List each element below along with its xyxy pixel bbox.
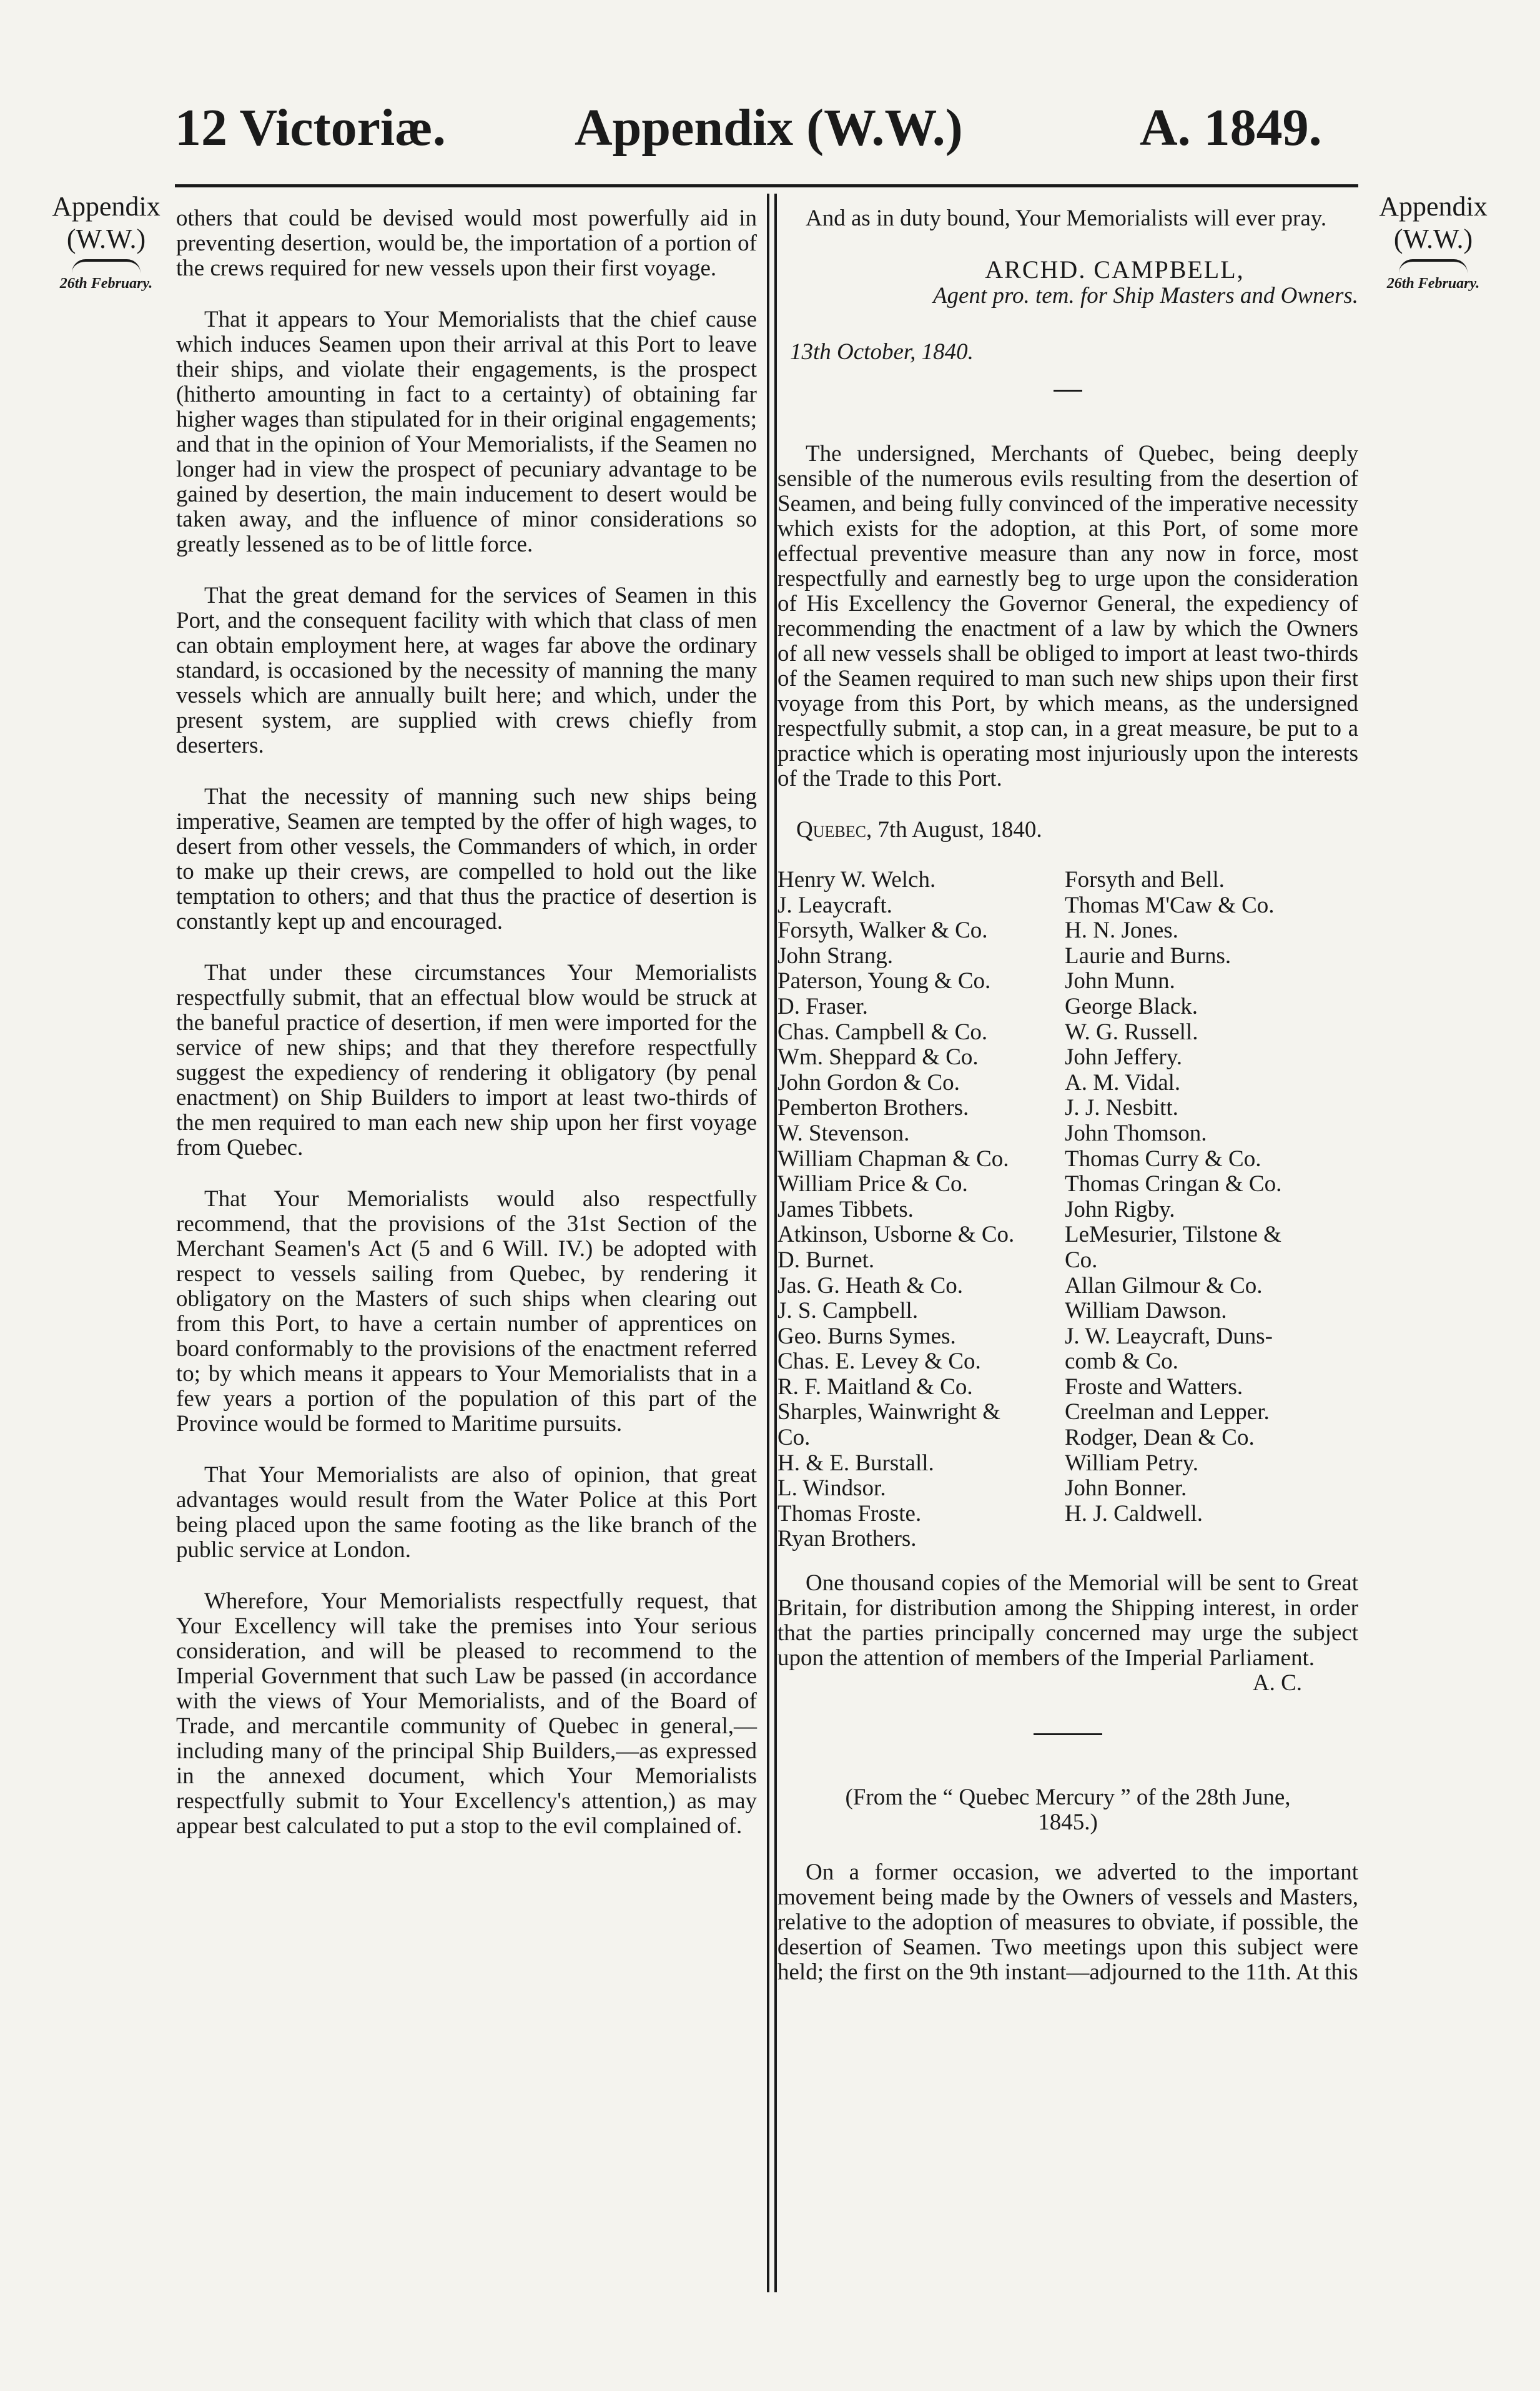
copies-paragraph: One thousand copies of the Memorial will be sent to Great Britain, for distribution among the Shipping interest, in order that the parties principally concerned may urge the subject upon the attention of members of the Imperial Parliament. [777, 1570, 1358, 1671]
column-divider [774, 194, 777, 2292]
signatory-name: Chas. E. Levey & Co. [777, 1349, 981, 1375]
signatory-name: William Chapman & Co. [777, 1146, 1009, 1172]
memorial-paragraph: That Your Memorialists would also respectfully recommend, that the provisions of the 31st Section of the Merchant Seamen's Act (5 and 6 Will. IV.) be adopted with respect to vessels sailing from Quebec, by rendering it obligatory on the Masters of such ships when clearing out from this Port, to have a certain number of apprentices on board conformably to the provisions of the enactment referred to; by which means it appears to Your Memorialists that in a few years a portion of the population of this part of the Province would be formed to Maritime pursuits. [176, 1186, 757, 1437]
memorial-paragraph: That it appears to Your Memorialists that the chief cause which induces Seamen upon their arrival at this Port to leave their ships, and violate their engagements, is the prospect (hitherto amounting in fact to a certainty) of obtaining far higher wages than stipulated for in their original engagements; and that in the opinion of Your Memorialists, if the Seamen no longer had in view the prospect of pecuniary advantage to be gained by desertion, the main inducement to desert would be taken away, and the influence of minor considerations so greatly lessened as to be of little force. [176, 307, 757, 557]
signatory-name: John Strang. [777, 943, 893, 969]
memorial-date: 13th October, 1840. [790, 339, 974, 365]
signatory-name: J. S. Campbell. [777, 1298, 919, 1324]
signatory-name: Jas. G. Heath & Co. [777, 1272, 963, 1299]
signatory-name: John Gordon & Co. [777, 1069, 960, 1096]
memorial-paragraph: others that could be devised would most powerfully aid in preventing desertion, would be, the importation of a portion of the crews required for new vessels upon their first voyage. [176, 205, 757, 281]
memorial-paragraph: That the great demand for the services of Seamen in this Port, and the consequent facility with which that class of men can obtain employment here, at wages far above the ordinary standard, is occasioned by the necessity of manning the many vessels which are annually built here; and which, under the present system, are supplied with crews chiefly from deserters. [176, 583, 757, 758]
margin-note-left [37, 191, 175, 293]
signatory-name: Froste and Watters. [1065, 1374, 1243, 1400]
signatory-name: John Jeffery. [1065, 1044, 1183, 1071]
margin-note-date: 26th February. [59, 275, 153, 292]
section-rule [1054, 390, 1082, 392]
margin-note-code: (W.W.) [1393, 224, 1473, 254]
signatory-name: W. G. Russell. [1065, 1019, 1198, 1045]
signatory-name: John Thomson. [1065, 1120, 1207, 1146]
signatory-name: comb & Co. [1065, 1349, 1178, 1375]
place: Quebec, [796, 817, 872, 843]
signatory-name: Thomas Cringan & Co. [1065, 1171, 1282, 1197]
signatory-name: D. Fraser. [777, 993, 868, 1019]
signatory-name: Paterson, Young & Co. [777, 968, 991, 994]
initials: A. C. [1252, 1670, 1302, 1696]
signatory-name: John Munn. [1065, 968, 1175, 994]
signatory-name: William Dawson. [1065, 1298, 1227, 1324]
signatory-name: John Bonner. [1065, 1475, 1187, 1502]
signatory-name: W. Stevenson. [777, 1120, 910, 1146]
signatory-name: Creelman and Lepper. [1065, 1399, 1270, 1425]
header-session: 12 Victoriæ. [175, 99, 446, 157]
header-rule [175, 184, 1358, 187]
signatory-name: A. M. Vidal. [1065, 1069, 1181, 1096]
signatory-name: James Tibbets. [777, 1196, 914, 1222]
memorial-paragraph: That Your Memorialists are also of opinion, that great advantages would result from the Water Police at this Port being placed upon the same footing as the like branch of the public service at London. [176, 1462, 757, 1563]
signatory-name: Atkinson, Usborne & Co. [777, 1222, 1015, 1248]
signatory-name: H. N. Jones. [1065, 918, 1178, 944]
place-date [796, 818, 1358, 843]
flourish-ornament [1399, 259, 1468, 273]
signatory-name: Pemberton Brothers. [777, 1095, 969, 1121]
signatory-name: Forsyth and Bell. [1065, 867, 1225, 893]
right-column [777, 206, 1358, 2011]
merchants-paragraph: The undersigned, Merchants of Quebec, being deeply sensible of the numerous evils resulting from the desertion of Seamen, and being fully convinced of the imperative necessity which exists for the adoption, at this Port, of some more effectual preventive measure than any now in force, most respectfully and earnestly beg to urge upon the consideration of His Excellency the Governor General, the expediency of recommending the enactment of a law by which the Owners of all new vessels shall be obliged to import at least two-thirds of the Seamen required to man such new ships upon their first voyage from this Port, by which means, as the undersigned respectfully submit, a stop can, in a great measure, be put to a practice which is operating most injuriously upon the interests of the Trade to this Port. [777, 441, 1358, 791]
memorial-paragraph: That under these circumstances Your Memorialists respectfully submit, that an effectual blow would be struck at the baneful practice of desertion, if men were imported for the service of new ships; and that they therefore respectfully suggest the expediency of rendering it obligatory (by penal enactment) on Ship Builders to import at least two-thirds of the men required to man each new ship upon her first voyage from Quebec. [176, 960, 757, 1161]
signatory-name: L. Windsor. [777, 1475, 886, 1502]
signatory-name: William Petry. [1065, 1450, 1198, 1476]
signatory-name: R. F. Maitland & Co. [777, 1374, 973, 1400]
signatory-name: H. J. Caldwell. [1065, 1500, 1203, 1527]
closing-paragraph: And as in duty bound, Your Memorialists will ever pray. [806, 205, 1327, 231]
signatories-list [777, 868, 1358, 1552]
signatory-name: Forsyth, Walker & Co. [777, 918, 988, 944]
left-column [176, 206, 757, 1865]
signatory-name: Co. [1065, 1247, 1098, 1273]
margin-note-title: Appendix [52, 191, 160, 222]
signatory-name: Ryan Brothers. [777, 1526, 917, 1552]
section-rule [1034, 1733, 1102, 1735]
signatory-name: Henry W. Welch. [777, 867, 936, 893]
signatory-name: J. W. Leaycraft, Duns- [1065, 1323, 1273, 1349]
memorial-paragraph: Wherefore, Your Memorialists respectfully request, that Your Excellency will take the premises into Your serious consideration, and will be pleased to recommend to the Imperial Government that such Law be passed (in accordance with the views of Your Memorialists, and of the Board of Trade, and mercantile community of Quebec in general,—including many of the principal Ship Builders,—as expressed in the annexed document, which Your Memorialists respectfully submit to Your Excellency's attention,) as may appear best calculated to put a stop to the evil complained of. [176, 1588, 757, 1839]
source-line: (From the “ Quebec Mercury ” of the 28th June, [845, 1785, 1291, 1811]
memorial-paragraph: That the necessity of manning such new ships being imperative, Seamen are tempted by the offer of high wages, to desert from other vessels, the Commanders of which, in order to make up their crews, are compelled to hold out the like temptation to others; and that thus the practice of desertion is constantly kept up and encouraged. [176, 784, 757, 934]
signature-title: Agent pro. tem. for Ship Masters and Owners. [932, 283, 1358, 309]
signatory-name: William Price & Co. [777, 1171, 968, 1197]
header-year: A. 1849. [1140, 99, 1322, 157]
signatory-name: H. & E. Burstall. [777, 1450, 934, 1476]
margin-note-code: (W.W.) [66, 224, 146, 254]
signatory-name [1065, 1527, 1358, 1552]
source-heading [777, 1785, 1358, 1835]
margin-note-title: Appendix [1379, 191, 1488, 222]
running-header [0, 94, 1540, 162]
signature-name: ARCHD. CAMPBELL, [985, 255, 1245, 284]
signatory-name: LeMesurier, Tilstone & [1065, 1222, 1281, 1248]
signatory-name: J. J. Nesbitt. [1065, 1095, 1178, 1121]
signatory-name: D. Burnet. [777, 1247, 875, 1273]
margin-note-date: 26th February. [1386, 275, 1480, 292]
signatory-name: Thomas Curry & Co. [1065, 1146, 1261, 1172]
source-line: 1845.) [1038, 1809, 1098, 1836]
margin-note-right [1365, 191, 1502, 293]
signatory-name: Thomas Froste. [777, 1500, 922, 1527]
signatory-name: Co. [777, 1425, 811, 1451]
article-paragraph: On a former occasion, we adverted to the important movement being made by the Owners of vessels and Masters, relative to the adoption of measures to obviate, if possible, the desertion of Seamen. Two meetings upon this subject were held; the first on the 9th instant—adjourned to the 11th. At this [777, 1859, 1358, 1986]
signatory-name: Laurie and Burns. [1065, 943, 1232, 969]
signatory-name: Allan Gilmour & Co. [1065, 1272, 1263, 1299]
signatory-name: John Rigby. [1065, 1196, 1175, 1222]
signatory-name: Sharples, Wainwright & [777, 1399, 1001, 1425]
signatory-name: Wm. Sheppard & Co. [777, 1044, 979, 1071]
date: 7th August, 1840. [877, 817, 1042, 843]
signatory-name: J. Leaycraft. [777, 892, 892, 918]
signatory-name: Rodger, Dean & Co. [1065, 1425, 1255, 1451]
header-appendix: Appendix (W.W.) [575, 99, 963, 157]
signatory-name: Thomas M'Caw & Co. [1065, 892, 1275, 918]
signatory-name: Geo. Burns Symes. [777, 1323, 956, 1349]
column-divider [767, 194, 769, 2292]
flourish-ornament [72, 259, 141, 273]
signatory-name: Chas. Campbell & Co. [777, 1019, 988, 1045]
signatory-name: George Black. [1065, 993, 1198, 1019]
